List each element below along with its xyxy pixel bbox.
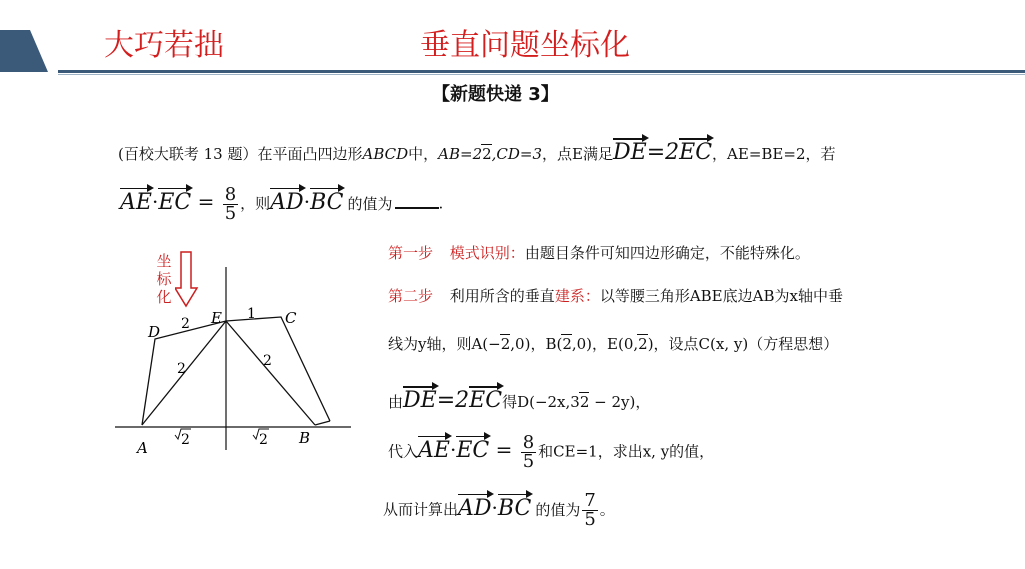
solution-substitute: 代入AE·EC = $\frac{8}{5}$ 和CE=1，求出x, y的值， — [388, 432, 715, 472]
geometry-diagram — [115, 255, 360, 465]
section-subtitle: 【新题快递 3】 — [432, 84, 559, 105]
edge-label-ae: 2 — [177, 361, 186, 377]
equals-two: =2 — [646, 140, 680, 165]
vector-ec-2: EC — [158, 189, 192, 215]
dot-op-3: · — [449, 437, 457, 462]
segment-bc-tail — [315, 421, 330, 425]
vector-ad: AD — [270, 189, 304, 215]
equals-two-2: =2 — [436, 388, 470, 413]
get-d-text: 得D(−2x,3 — [502, 393, 580, 411]
edge-label-right-half: 2 — [259, 432, 268, 448]
step1-text: 由题目条件可知四边形确定，不能特殊化。 — [524, 244, 810, 262]
vector-de-2: DE — [403, 388, 437, 413]
label-d: D — [148, 323, 161, 341]
solution-result — [383, 492, 615, 529]
coord-e-root-value: 2 — [638, 335, 648, 353]
vector-ae: AE — [120, 189, 152, 215]
vector-de: DE — [613, 140, 647, 165]
step2-text: 以等腰三角形ABE底边AB为x轴中垂 — [599, 287, 843, 305]
step2-name: 建系： — [554, 287, 600, 305]
compute-text: 从而计算出 — [383, 500, 459, 519]
problem-line-2: AE·EC = $\frac{8}{5}$ ，则AD·BC 的值为 . — [120, 184, 444, 224]
solution-step-1 — [388, 242, 810, 263]
substitute-text: 代入 — [388, 442, 419, 461]
dot-op-4: · — [491, 495, 498, 520]
coord-a-root — [500, 334, 511, 353]
vector-ae-2: AE — [418, 437, 450, 463]
result-value-is: 的值为 — [535, 500, 581, 519]
coord-a-start: 线为y轴，则A(− — [388, 335, 501, 353]
coord-e-start: ,0)，E(0, — [571, 335, 639, 353]
frac-num-2: 8 — [522, 432, 535, 453]
coord-e-root — [637, 334, 648, 353]
step2-label: 第二步 — [388, 287, 434, 305]
dot-op-2: · — [303, 189, 311, 214]
coord-a-root-value: 2 — [500, 335, 511, 353]
edge-label-be: 2 — [263, 353, 272, 369]
label-b: B — [299, 429, 311, 447]
coord-c-text: )，设点C(x, y)（方程思想） — [647, 335, 839, 353]
label-c: C — [285, 309, 297, 327]
segment-eb — [226, 321, 315, 425]
fraction-8-5-b — [521, 434, 536, 471]
get-d-root — [579, 392, 590, 411]
cd-length: ,CD=3 — [491, 145, 543, 163]
vector-ec: EC — [679, 140, 713, 165]
frac-den-2: 5 — [522, 451, 535, 472]
step2-pre: 利用所含的垂直 — [449, 287, 555, 305]
problem-line-1 — [118, 140, 835, 165]
coord-b-start: ,0)，B( — [510, 335, 563, 353]
header-left-title: 大巧若拙 — [104, 28, 224, 63]
edge-label-de: 2 — [181, 316, 190, 332]
step1-label: 第一步 — [388, 244, 434, 262]
header-corner-shape — [0, 30, 50, 74]
get-d-root-value: 2 — [579, 393, 590, 411]
answer-den: 5 — [584, 509, 596, 530]
solution-coordinates — [388, 333, 838, 354]
edge-label-left-half: 2 — [181, 432, 190, 448]
label-e: E — [211, 309, 222, 327]
header-divider-thin — [58, 74, 1025, 75]
problem-mid: 中， — [408, 145, 439, 163]
vector-ec-3: EC — [469, 388, 503, 413]
quad-name: ABCD — [362, 145, 409, 163]
answer-blank — [395, 207, 439, 209]
fraction-8-5 — [223, 186, 238, 223]
problem-prefix: (百校大联考 13 题）在平面凸四边形 — [118, 145, 363, 163]
ae-be-text: ，AE=BE=2，若 — [712, 145, 836, 163]
vector-ec-4: EC — [456, 437, 490, 463]
answer-fraction — [582, 492, 597, 529]
value-is-text: 的值为 — [347, 194, 393, 213]
coordinate-label: 坐标化 — [156, 252, 172, 306]
ab-root — [481, 144, 492, 163]
header-divider — [58, 70, 1025, 73]
coord-b-root-value: 2 — [562, 335, 572, 353]
frac-den: 5 — [224, 203, 237, 224]
dot-op: · — [151, 189, 159, 214]
ab-length: AB=2 — [438, 145, 483, 163]
page-title: 垂直问题坐标化 — [420, 28, 630, 63]
get-d-end: − 2y)， — [589, 393, 651, 411]
frac-num: 8 — [224, 184, 237, 205]
solution-step-2 — [388, 285, 843, 306]
solution-derive-d — [388, 388, 650, 413]
vector-ad-2: AD — [458, 495, 492, 521]
step1-name: 模式识别： — [449, 244, 525, 262]
edge-label-ec: 1 — [247, 306, 256, 322]
then-text: ，则 — [240, 194, 271, 213]
coord-b-root — [561, 334, 572, 353]
result-end: 。 — [599, 500, 615, 519]
answer-num: 7 — [584, 490, 596, 511]
vector-bc-2: BC — [497, 495, 532, 521]
and-ce-text: 和CE=1，求出x, y的值， — [538, 442, 715, 461]
ab-root-value: 2 — [482, 145, 492, 163]
vector-bc: BC — [310, 189, 344, 215]
point-e-text: ，点E满足 — [542, 145, 613, 163]
period: . — [438, 194, 444, 213]
label-a: A — [137, 439, 148, 457]
from-text: 由 — [388, 393, 404, 411]
